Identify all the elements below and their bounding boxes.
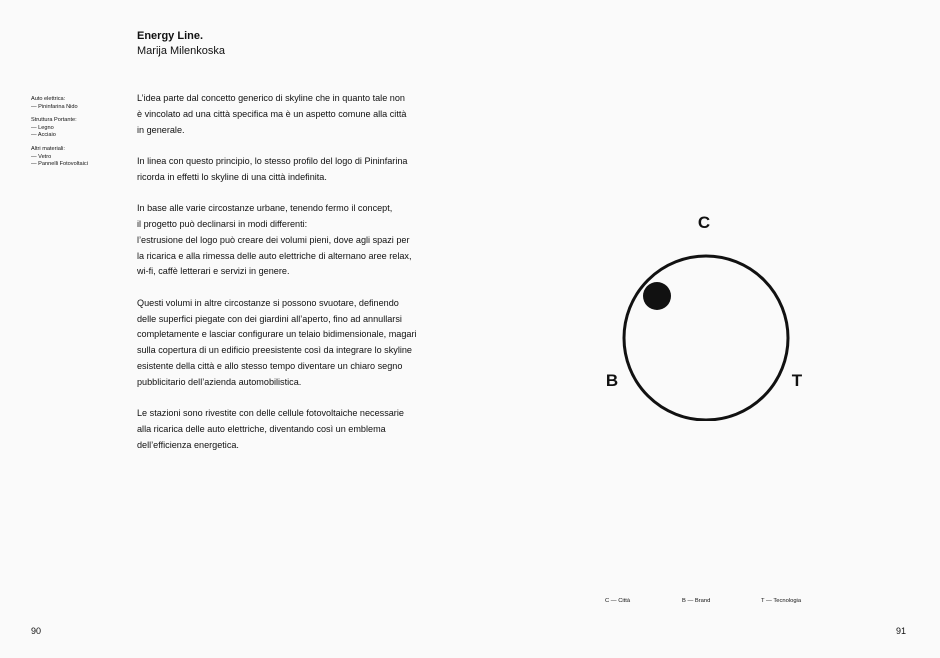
legend-t: T — Tecnologia [761, 598, 802, 604]
text-line: completamente e lasciar configurare un telaio bidimensionale, magari [137, 329, 417, 340]
diagram-ring [624, 256, 788, 420]
diagram-label-t: T [791, 371, 803, 390]
sidebar-item: — Acciaio [31, 132, 56, 139]
paragraph [137, 201, 437, 280]
text-line: pubblicitario dell’azienda automobilistica. [137, 376, 302, 387]
legend-c: C — Città [605, 598, 631, 604]
materials-sidebar [31, 96, 131, 175]
text-line: Questi volumi in altre circostanze si possono svuotare, definendo [137, 297, 399, 308]
cbt-circle-diagram [596, 206, 816, 421]
sidebar-group-car [31, 96, 131, 111]
text-line: Le stazioni sono rivestite con delle cellule fotovoltaiche necessarie [137, 408, 404, 419]
text-line: wi-fi, caffè letterari e servizi in genere. [137, 266, 290, 277]
text-line: il progetto può declinarsi in modi differenti: [137, 218, 308, 229]
sidebar-group-structure [31, 117, 131, 140]
sidebar-heading: Struttura Portante: [31, 117, 77, 124]
text-line: ricorda in effetti lo skyline di una città indefinita. [137, 171, 327, 182]
text-line: In base alle varie circostanze urbane, tenendo fermo il concept, [137, 203, 393, 214]
diagram-label-c: C [697, 213, 711, 232]
article-author: Marija Milenkoska [137, 45, 226, 57]
sidebar-heading: Auto elettrica: [31, 96, 66, 102]
diagram-dot [643, 282, 671, 310]
sidebar-group-materials [31, 146, 131, 169]
text-line: In linea con questo principio, lo stesso profilo del logo di Pininfarina [137, 155, 408, 166]
article-title: Energy Line. [137, 30, 204, 42]
paragraph [137, 296, 437, 391]
paragraph [137, 154, 437, 186]
text-line: in generale. [137, 124, 185, 135]
text-line: sulla copertura di un edificio preesistente così da integrare lo skyline [137, 345, 412, 356]
sidebar-item: — Vetro [31, 153, 52, 160]
diagram-label-b: B [605, 371, 619, 390]
text-line: alla ricarica delle auto elettriche, diventando così un emblema [137, 423, 386, 434]
paragraph [137, 406, 437, 453]
text-line: l’estrusione del logo può creare dei volumi pieni, dove agli spazi per [137, 234, 410, 245]
text-line: L’idea parte dal concetto generico di skyline che in quanto tale non [137, 93, 405, 103]
text-line: esistente della città e allo stesso tempo diventare un chiaro segno [137, 360, 403, 371]
text-line: delle superfici piegate con dei giardini all’aperto, fino ad annullarsi [137, 313, 402, 324]
text-line: dell’efficienza energetica. [137, 439, 239, 450]
sidebar-item: — Legno [31, 124, 54, 131]
legend-b: B — Brand [682, 598, 711, 604]
page-number-right: 91 [896, 626, 907, 636]
page-number-left: 90 [31, 626, 42, 636]
paragraph [137, 91, 437, 138]
sidebar-heading: Altri materiali: [31, 145, 65, 152]
text-line: la ricarica e alla rimessa delle auto elettriche di alternano aree relax, [137, 250, 412, 261]
sidebar-item: — Pininfarina Nido [31, 103, 78, 110]
sidebar-item: — Pannelli Fotovoltaici [31, 161, 88, 168]
article-body [137, 91, 437, 469]
text-line: è vincolato ad una città specifica ma è un aspetto comune alla città [137, 108, 407, 119]
